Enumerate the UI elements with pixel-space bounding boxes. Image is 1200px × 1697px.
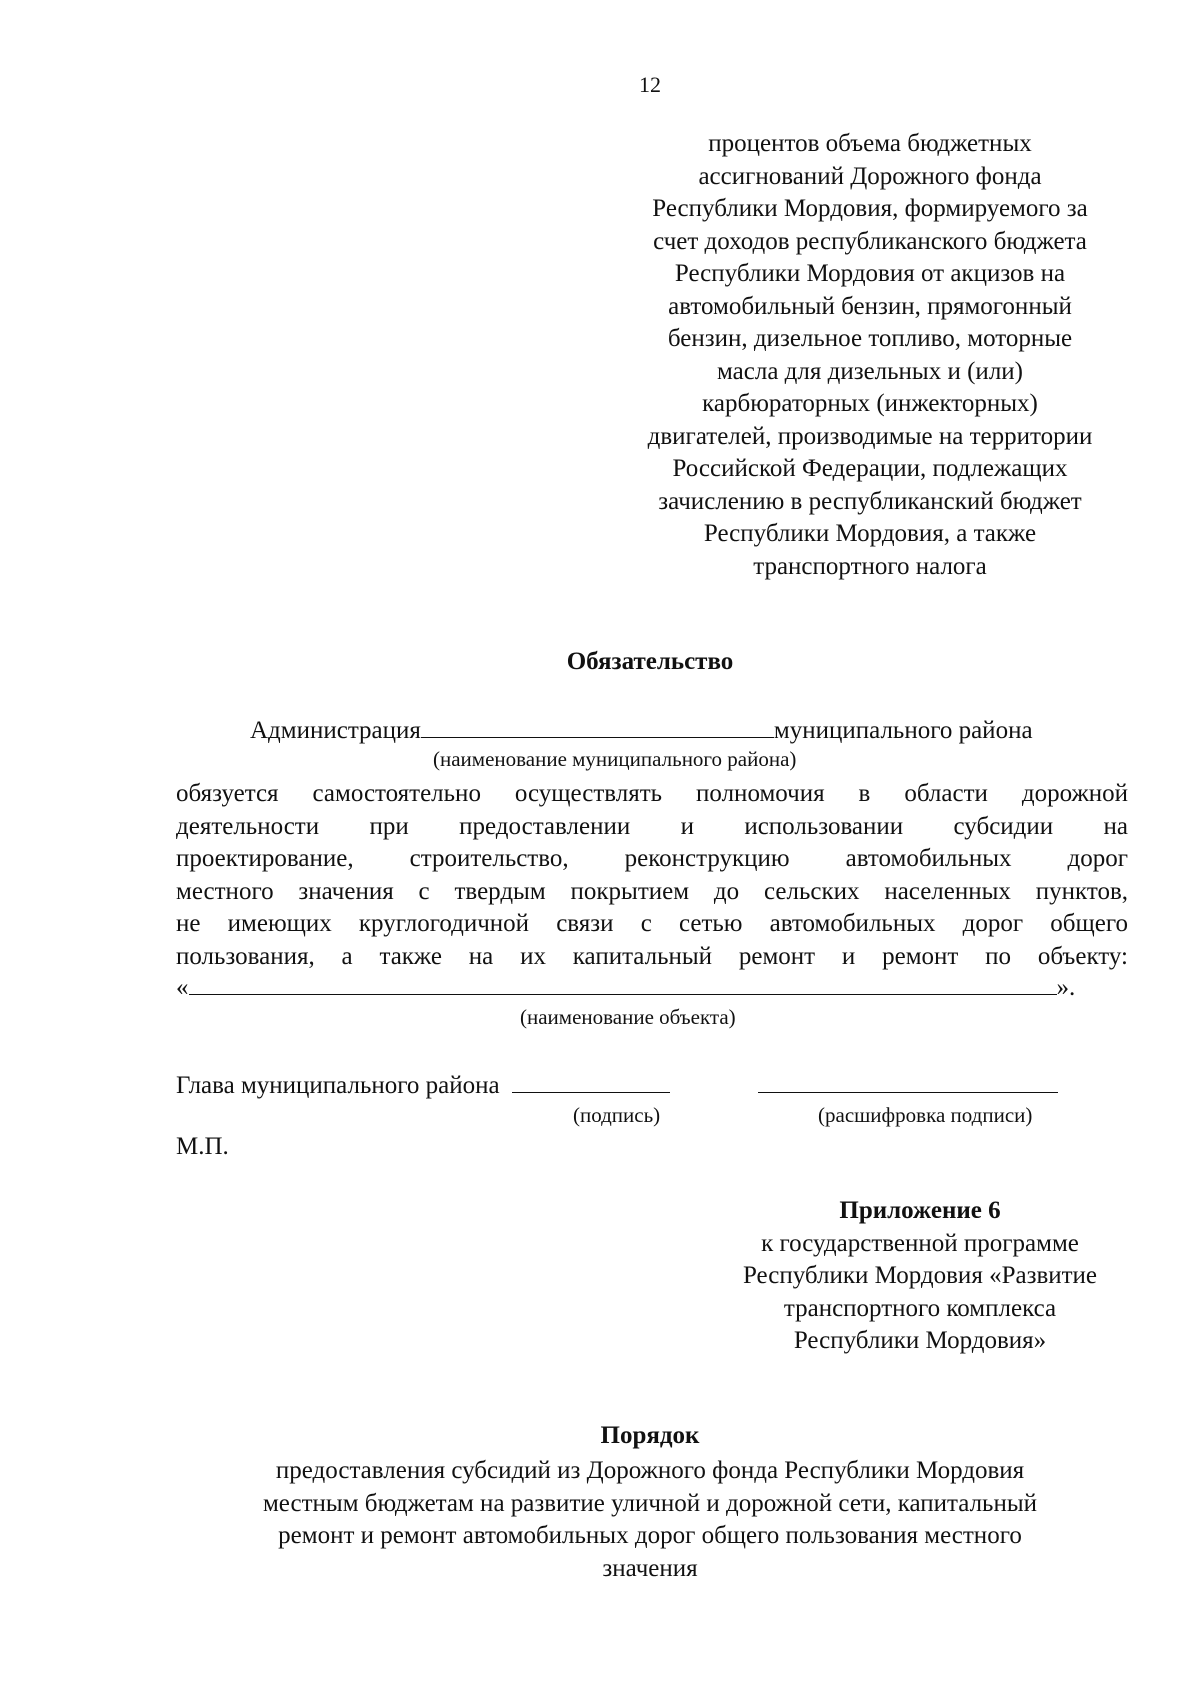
signature-caption: (подпись) <box>573 1103 661 1127</box>
text-line: Республики Мордовия от акцизов на <box>674 260 1066 287</box>
text-line: счет доходов республиканского бюджета <box>653 227 1087 255</box>
order-line: предоставления субсидий из Дорожного фонда Республики Мордовия <box>275 1457 1025 1484</box>
order-title: Порядок <box>600 1422 700 1449</box>
object-name-caption: (наименование объекта) <box>520 1005 736 1029</box>
municipal-district-caption: (наименование муниципального района) <box>433 747 797 771</box>
appendix-line: Республики Мордовия «Развитие <box>742 1262 1098 1289</box>
appendix-continuation-text <box>610 128 1130 583</box>
text-line: Республики Мордовия, формируемого за <box>652 195 1088 222</box>
text-line: процентов объема бюджетных <box>708 130 1032 157</box>
body-line: местного значения с твердым покрытием до сельских населенных пунктов, <box>176 877 1128 905</box>
appendix-line: транспортного комплекса <box>783 1294 1057 1322</box>
stamp-label: М.П. <box>176 1133 229 1160</box>
appendix-title: Приложение 6 <box>839 1197 1001 1224</box>
body-line: пользования, а также на их капитальный ремонт и ремонт по объекту: <box>176 942 1128 970</box>
text-line: транспортного налога <box>753 552 987 580</box>
text-line: Республики Мордовия, а также <box>703 520 1037 547</box>
close-quote: ». <box>1056 974 1076 1001</box>
body-line: обязуется самостоятельно осуществлять полномочия в области дорожной <box>176 780 1128 807</box>
object-name-line <box>176 972 1128 1002</box>
order-line: местным бюджетам на развитие уличной и дорожной сети, капитальный <box>262 1489 1038 1517</box>
text-line: ассигнований Дорожного фонда <box>698 162 1042 190</box>
text-line: двигателей, производимые на территории <box>647 422 1093 450</box>
signature-decode-blank[interactable] <box>758 1070 1058 1093</box>
head-signature-line <box>176 1070 1058 1100</box>
municipal-district-label: муниципального района <box>773 717 1033 744</box>
page-number: 12 <box>639 72 661 97</box>
text-line: карбюраторных (инжекторных) <box>702 390 1038 417</box>
text-line: зачислению в республиканский бюджет <box>658 487 1082 515</box>
appendix-line: к государственной программе <box>761 1229 1079 1257</box>
municipal-district-blank[interactable] <box>421 715 774 738</box>
body-line: проектирование, строительство, реконструкцию автомобильных дорог <box>176 845 1128 872</box>
obligation-body <box>176 778 1128 973</box>
open-quote: « <box>176 974 189 1001</box>
signature-blank[interactable] <box>512 1070 670 1093</box>
text-line: бензин, дизельное топливо, моторные <box>667 325 1073 352</box>
obligation-title: Обязательство <box>566 648 734 675</box>
appendix-line: Республики Мордовия» <box>793 1327 1047 1354</box>
object-name-blank[interactable] <box>189 972 1057 995</box>
administration-line <box>250 715 1130 745</box>
text-line: Российской Федерации, подлежащих <box>672 455 1068 482</box>
order-line: ремонт и ремонт автомобильных дорог общего пользования местного <box>278 1522 1022 1549</box>
body-line: деятельности при предоставлении и использовании субсидии на <box>176 812 1128 840</box>
body-line: не имеющих круглогодичной связи с сетью автомобильных дорог общего <box>176 910 1128 937</box>
appendix-header <box>695 1195 1145 1358</box>
signature-decode-caption: (расшифровка подписи) <box>818 1103 1033 1127</box>
text-line: автомобильный бензин, прямогонный <box>668 292 1072 320</box>
order-line: значения <box>602 1554 698 1582</box>
head-label: Глава муниципального района <box>176 1072 500 1099</box>
text-line: масла для дизельных и (или) <box>717 357 1023 385</box>
order-subtitle <box>200 1455 1100 1585</box>
administration-label: Администрация <box>250 717 421 744</box>
